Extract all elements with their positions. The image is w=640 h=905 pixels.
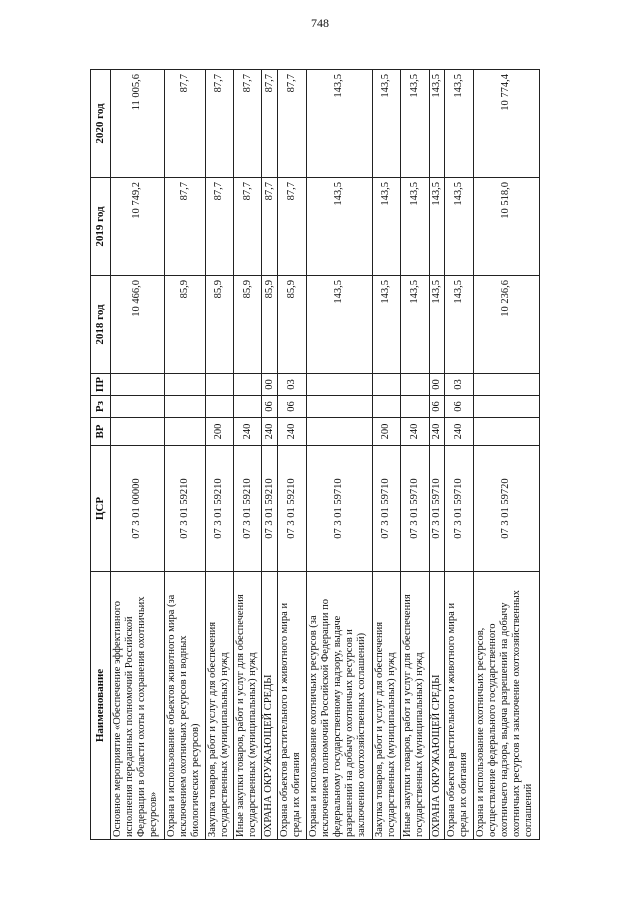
budget-table	[90, 69, 540, 840]
cell-2019: 143,5	[372, 178, 400, 276]
cell-rz: 06	[262, 396, 278, 418]
cell-pr: 00	[262, 374, 278, 396]
cell-2019: 10 518,0	[473, 178, 539, 276]
cell-2019: 10 749,2	[111, 178, 165, 276]
cell-vr: 240	[262, 418, 278, 446]
cell-csr: 07 3 01 59720	[473, 446, 539, 572]
cell-pr	[234, 374, 262, 396]
table-row	[473, 70, 539, 840]
cell-2020: 87,7	[234, 70, 262, 178]
cell-2020: 143,5	[445, 70, 473, 178]
cell-2018: 143,5	[372, 276, 400, 374]
cell-2020: 10 774,4	[473, 70, 539, 178]
cell-name: Охрана и использование объектов животного мира (за исключением охотничьих ресурсов и водных биологических ресурсов)	[164, 572, 205, 840]
cell-csr: 07 3 01 00000	[111, 446, 165, 572]
cell-name: Иные закупки товаров, работ и услуг для обеспечения государственных (муниципальных) нужд	[401, 572, 429, 840]
table-row	[429, 70, 445, 840]
cell-name: ОХРАНА ОКРУЖАЮЩЕЙ СРЕДЫ	[429, 572, 445, 840]
cell-2018: 143,5	[306, 276, 372, 374]
table-row	[234, 70, 262, 840]
cell-pr	[473, 374, 539, 396]
cell-2020: 11 005,6	[111, 70, 165, 178]
cell-pr	[372, 374, 400, 396]
cell-name: Охрана и использование охотничьих ресурсов, осуществление федерального государственного охотничьего надзора, выдача разрешений на добычу охотничьих ресурсов и заключение охотхозяйственных соглашений	[473, 572, 539, 840]
cell-2020: 143,5	[429, 70, 445, 178]
cell-vr: 240	[445, 418, 473, 446]
cell-csr: 07 3 01 59710	[445, 446, 473, 572]
cell-vr: 240	[234, 418, 262, 446]
header-rz: Рз	[91, 396, 111, 418]
cell-pr	[205, 374, 233, 396]
cell-rz	[205, 396, 233, 418]
cell-vr	[306, 418, 372, 446]
cell-csr: 07 3 01 59710	[372, 446, 400, 572]
cell-pr: 03	[278, 374, 306, 396]
cell-vr: 240	[278, 418, 306, 446]
table-row	[372, 70, 400, 840]
cell-name: Основное мероприятие «Обеспечение эффективного исполнения переданных полномочий Российской Федерации в области охоты и сохранения охотничьих ресурсов»	[111, 572, 165, 840]
cell-2020: 143,5	[372, 70, 400, 178]
table-row	[401, 70, 429, 840]
table-row	[445, 70, 473, 840]
cell-2018: 85,9	[164, 276, 205, 374]
cell-csr: 07 3 01 59210	[164, 446, 205, 572]
cell-2019: 87,7	[234, 178, 262, 276]
cell-2018: 10 236,6	[473, 276, 539, 374]
cell-2019: 87,7	[262, 178, 278, 276]
cell-2019: 143,5	[445, 178, 473, 276]
cell-pr	[306, 374, 372, 396]
cell-csr: 07 3 01 59210	[234, 446, 262, 572]
rotated-table-container	[90, 70, 540, 840]
cell-2019: 87,7	[164, 178, 205, 276]
cell-rz	[306, 396, 372, 418]
header-row	[91, 70, 111, 840]
cell-pr	[401, 374, 429, 396]
cell-2020: 87,7	[164, 70, 205, 178]
cell-pr: 03	[445, 374, 473, 396]
cell-rz: 06	[429, 396, 445, 418]
cell-2019: 143,5	[401, 178, 429, 276]
cell-csr: 07 3 01 59710	[401, 446, 429, 572]
header-2018: 2018 год	[91, 276, 111, 374]
cell-name: Охрана объектов растительного и животного мира и среды их обитания	[445, 572, 473, 840]
cell-2018: 85,9	[234, 276, 262, 374]
cell-2018: 85,9	[262, 276, 278, 374]
header-pr: ПР	[91, 374, 111, 396]
table-row	[164, 70, 205, 840]
cell-2020: 143,5	[306, 70, 372, 178]
cell-rz	[164, 396, 205, 418]
cell-2019: 143,5	[429, 178, 445, 276]
cell-name: Закупка товаров, работ и услуг для обеспечения государственных (муниципальных) нужд	[372, 572, 400, 840]
cell-2018: 10 466,0	[111, 276, 165, 374]
cell-vr: 200	[205, 418, 233, 446]
cell-2020: 87,7	[278, 70, 306, 178]
cell-name: Охрана и использование охотничьих ресурсов (за исключением полномочий Российской Федерации по федеральному государственному надзору, выдаче разрешений на добычу охотничьих ресурсов и заключению охотхозяйственных соглашений)	[306, 572, 372, 840]
cell-csr: 07 3 01 59210	[278, 446, 306, 572]
cell-2019: 87,7	[278, 178, 306, 276]
cell-2019: 87,7	[205, 178, 233, 276]
cell-2018: 85,9	[278, 276, 306, 374]
cell-vr	[164, 418, 205, 446]
cell-2020: 87,7	[205, 70, 233, 178]
page-number: 748	[311, 16, 329, 30]
header-vr: ВР	[91, 418, 111, 446]
cell-pr: 00	[429, 374, 445, 396]
cell-csr: 07 3 01 59210	[262, 446, 278, 572]
cell-rz	[234, 396, 262, 418]
table-row	[278, 70, 306, 840]
cell-name: Закупка товаров, работ и услуг для обеспечения государственных (муниципальных) нужд	[205, 572, 233, 840]
cell-pr	[111, 374, 165, 396]
cell-vr: 240	[401, 418, 429, 446]
cell-pr	[164, 374, 205, 396]
cell-csr: 07 3 01 59710	[306, 446, 372, 572]
cell-csr: 07 3 01 59710	[429, 446, 445, 572]
cell-2018: 85,9	[205, 276, 233, 374]
header-name: Наименование	[91, 572, 111, 840]
cell-vr: 200	[372, 418, 400, 446]
cell-2020: 87,7	[262, 70, 278, 178]
cell-2020: 143,5	[401, 70, 429, 178]
cell-2018: 143,5	[445, 276, 473, 374]
cell-2018: 143,5	[401, 276, 429, 374]
cell-name: Охрана объектов растительного и животного мира и среды их обитания	[278, 572, 306, 840]
header-2019: 2019 год	[91, 178, 111, 276]
table-row	[205, 70, 233, 840]
header-2020: 2020 год	[91, 70, 111, 178]
cell-csr: 07 3 01 59210	[205, 446, 233, 572]
cell-rz	[111, 396, 165, 418]
table-row	[262, 70, 278, 840]
cell-vr	[473, 418, 539, 446]
table-row	[111, 70, 165, 840]
cell-2018: 143,5	[429, 276, 445, 374]
cell-name: ОХРАНА ОКРУЖАЮЩЕЙ СРЕДЫ	[262, 572, 278, 840]
table-row	[306, 70, 372, 840]
cell-2019: 143,5	[306, 178, 372, 276]
cell-vr	[111, 418, 165, 446]
cell-rz	[473, 396, 539, 418]
cell-rz	[401, 396, 429, 418]
cell-vr: 240	[429, 418, 445, 446]
cell-rz: 06	[445, 396, 473, 418]
cell-rz	[372, 396, 400, 418]
cell-rz: 06	[278, 396, 306, 418]
header-csr: ЦСР	[91, 446, 111, 572]
cell-name: Иные закупки товаров, работ и услуг для обеспечения государственных (муниципальных) нужд	[234, 572, 262, 840]
